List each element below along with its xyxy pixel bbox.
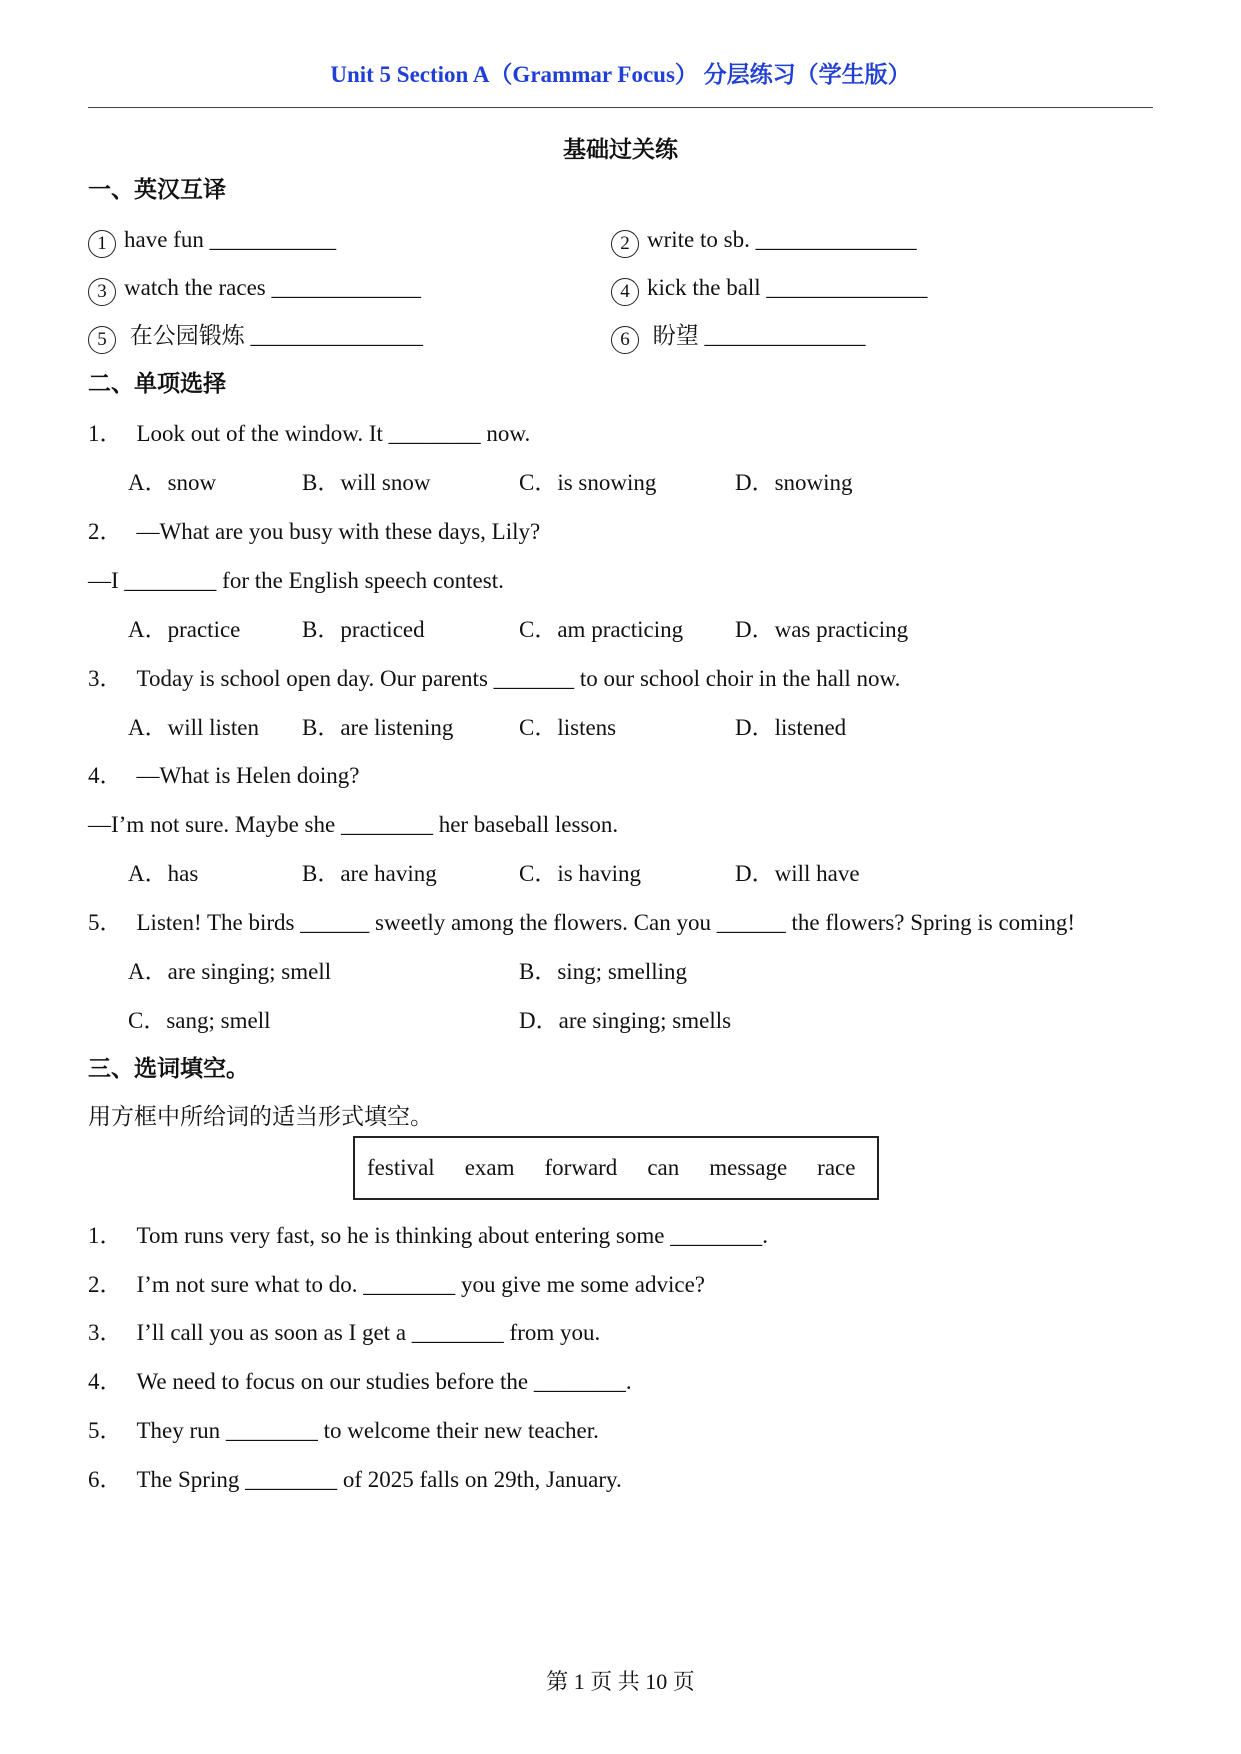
translation-item-4 [611,274,927,306]
section1-title: 一、英汉互译 [88,177,226,202]
level-title: 基础过关练 [563,137,678,162]
fill-item-2 [88,1271,705,1299]
question-3-stem [88,665,900,693]
fill-item-5 [88,1417,599,1445]
item-text: I’m not sure what to do. ________ you give me some advice? [136,1272,705,1297]
question-2-stem [88,518,540,546]
word-box [353,1136,879,1200]
translation-text: 在公园锻炼 _______________ [124,323,423,348]
question-number: 5． [88,910,123,935]
translation-text: watch the races _____________ [124,275,422,300]
word-box-item: race [817,1155,856,1180]
word-box-item: exam [464,1155,515,1180]
fill-item-3 [88,1319,600,1347]
q2-option-d: D．was practicing [735,617,909,642]
translation-text: kick the ball ______________ [647,275,928,300]
page-footer: 第 1 页 共 10 页 [546,1669,695,1694]
q3-option-c: C．listens [519,715,617,740]
item-number: 3． [88,1320,123,1345]
item-number: 4． [88,1369,123,1394]
translation-item-3 [88,274,421,306]
translation-item-5 [88,322,423,354]
translation-text: 盼望 ______________ [647,323,866,348]
q4-option-d: D．will have [735,861,860,886]
item-number: 1． [88,1223,123,1248]
question-number: 1． [88,421,123,446]
question-text: Look out of the window. It ________ now. [136,421,531,446]
q1-option-b: B．will snow [302,470,431,495]
section3-title: 三、选词填空。 [88,1056,249,1081]
q3-option-d: D．listened [735,715,847,740]
question-5-stem [88,909,1075,937]
translation-item-1 [88,226,336,258]
translation-text: write to sb. ______________ [647,227,917,252]
question-number: 3． [88,666,123,691]
word-box-item: forward [544,1155,618,1180]
q2-option-a: A．practice [128,617,241,642]
item-number: 2． [88,1272,123,1297]
q5-option-c: C．sang; smell [128,1008,271,1033]
question-4-stem [88,762,359,790]
circled-number: 2 [611,230,639,258]
q5-option-b: B．sing; smelling [519,959,688,984]
translation-item-6 [611,322,866,354]
question-text: Today is school open day. Our parents _______ to our school choir in the hall now. [136,666,901,691]
circled-number: 4 [611,278,639,306]
item-text: They run ________ to welcome their new teacher. [136,1418,599,1443]
question-text: —What is Helen doing? [136,763,360,788]
circled-number: 1 [88,230,116,258]
question-number: 4． [88,763,123,788]
circled-number: 5 [88,326,116,354]
fill-item-6 [88,1466,622,1494]
q4-option-b: B．are having [302,861,437,886]
q1-option-d: D．snowing [735,470,853,495]
header-divider [88,107,1153,108]
translation-text: have fun ___________ [124,227,337,252]
q5-option-d: D．are singing; smells [519,1008,732,1033]
item-number: 6． [88,1467,123,1492]
q5-option-a: A．are singing; smell [128,959,332,984]
q4-option-a: A．has [128,861,199,886]
question-1-stem [88,420,530,448]
fill-item-1 [88,1222,768,1250]
question-text: Listen! The birds ______ sweetly among the flowers. Can you ______ the flowers? Spring is coming! [136,910,1076,935]
q4-option-c: C．is having [519,861,642,886]
circled-number: 3 [88,278,116,306]
fill-item-4 [88,1368,632,1396]
item-text: Tom runs very fast, so he is thinking about entering some ________. [136,1223,768,1248]
item-text: The Spring ________ of 2025 falls on 29th, January. [136,1467,622,1492]
question-text: —What are you busy with these days, Lily? [136,519,541,544]
q2-option-c: C．am practicing [519,617,684,642]
item-text: We need to focus on our studies before the ________. [136,1369,632,1394]
q1-option-c: C．is snowing [519,470,657,495]
question-4-reply: —I’m not sure. Maybe she ________ her baseball lesson. [88,812,619,837]
translation-item-2 [611,226,917,258]
page-header-title: Unit 5 Section A（Grammar Focus） 分层练习（学生版） [330,62,911,87]
question-number: 2． [88,519,123,544]
word-box-item: festival [367,1155,435,1180]
q3-option-b: B．are listening [302,715,454,740]
item-text: I’ll call you as soon as I get a ________ from you. [136,1320,601,1345]
word-box-item: can [647,1155,680,1180]
q2-option-b: B．practiced [302,617,425,642]
item-number: 5． [88,1418,123,1443]
q3-option-a: A．will listen [128,715,259,740]
question-2-reply: —I ________ for the English speech contest. [88,568,504,593]
circled-number: 6 [611,326,639,354]
q1-option-a: A．snow [128,470,217,495]
section3-instruction: 用方框中所给词的适当形式填空。 [88,1104,433,1129]
section2-title: 二、单项选择 [88,371,226,396]
word-box-item: message [709,1155,788,1180]
